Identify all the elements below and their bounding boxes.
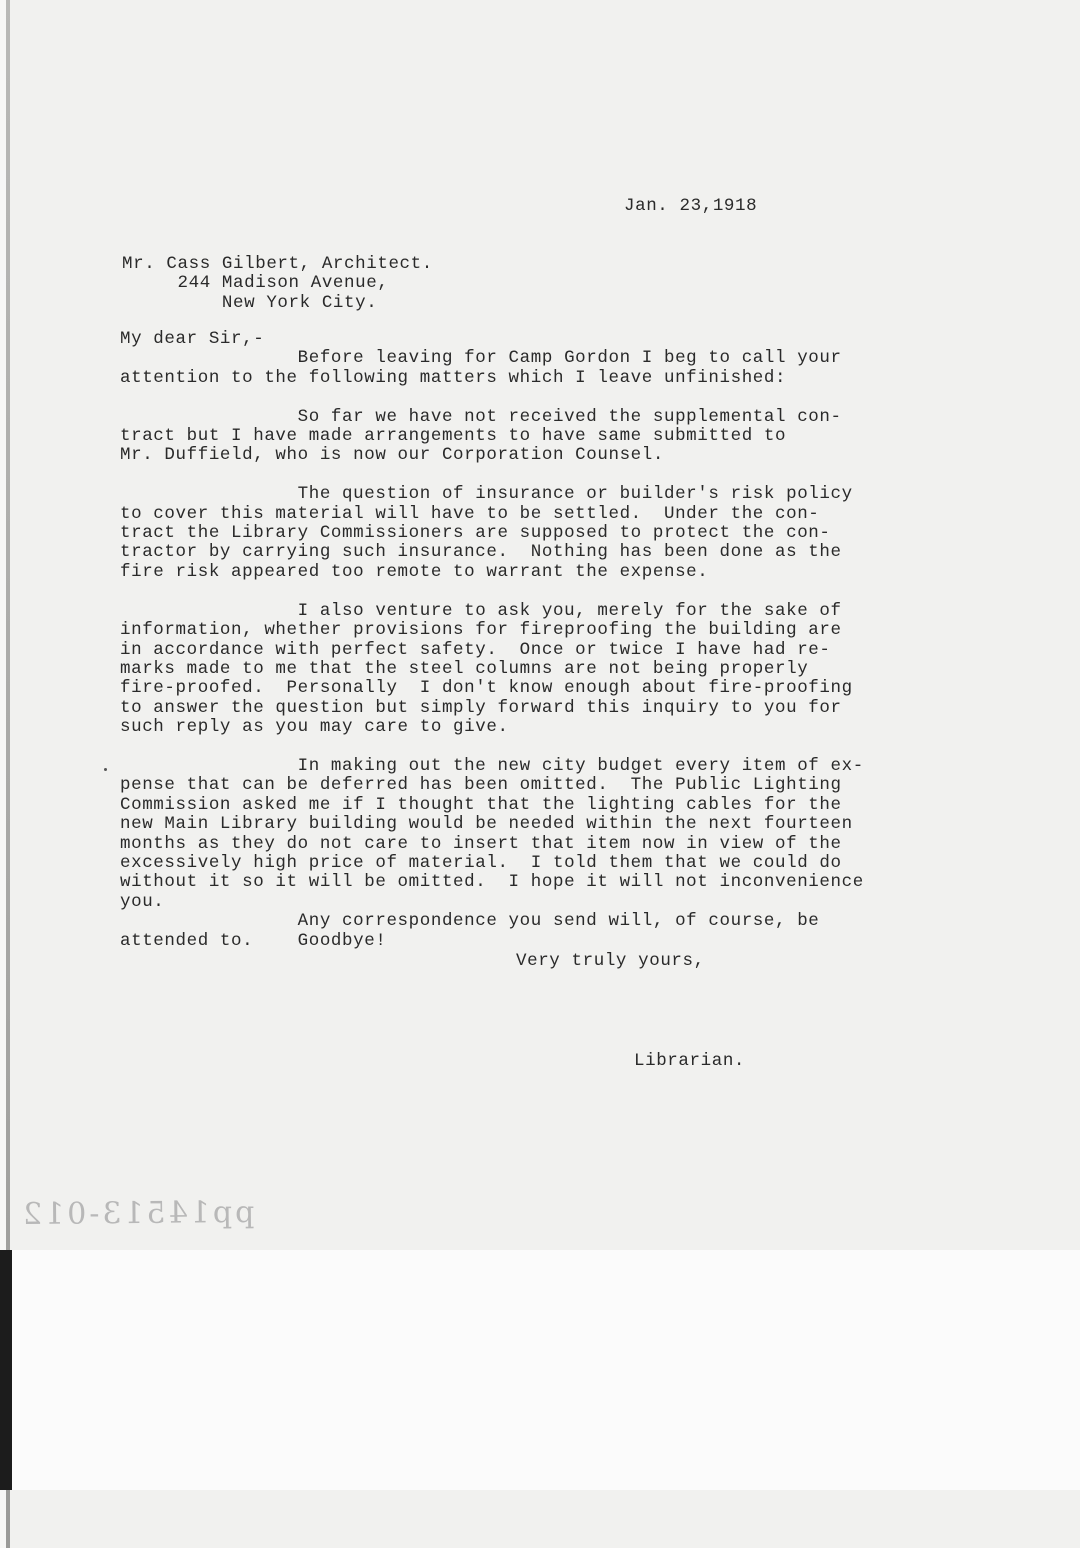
body-line: So far we have not received the supplemental con-	[120, 406, 842, 427]
scanner-dark-edge	[0, 1250, 12, 1490]
body-line: Before leaving for Camp Gordon I beg to call your	[120, 348, 842, 369]
body-line: months as they do not care to insert that item now in view of the	[120, 833, 842, 854]
body-line: tract but I have made arrangements to have same submitted to	[120, 426, 787, 447]
body-line: Any correspondence you send will, of course, be	[120, 911, 820, 932]
recipient-line: 244 Madison Avenue,	[122, 273, 389, 294]
letter-body	[120, 330, 864, 951]
signature-title: Librarian.	[634, 1051, 746, 1071]
body-line: to answer the question but simply forward this inquiry to you for	[120, 697, 842, 718]
letter-date: Jan. 23,1918	[624, 196, 758, 216]
body-line: marks made to me that the steel columns are not being properly	[120, 658, 809, 679]
body-line: information, whether provisions for fireproofing the building are	[120, 620, 842, 641]
body-line: excessively high price of material. I told them that we could do	[120, 852, 842, 873]
recipient-line: Mr. Cass Gilbert, Architect.	[122, 254, 433, 274]
body-line: Mr. Duffield, who is now our Corporation Counsel.	[120, 445, 664, 466]
recipient-address	[122, 255, 433, 313]
body-line: attention to the following matters which I leave unfinished:	[120, 367, 787, 388]
body-line: The question of insurance or builder's risk policy	[120, 484, 853, 505]
complimentary-close: Very truly yours,	[516, 951, 705, 971]
body-line: attended to. Goodbye!	[120, 930, 387, 951]
body-line: without it so it will be omitted. I hope it will not inconvenience	[120, 872, 864, 893]
body-line: My dear Sir,-	[120, 329, 265, 349]
body-line: in accordance with perfect safety. Once or twice I have had re-	[120, 639, 831, 660]
recipient-line: New York City.	[122, 292, 378, 313]
archive-mark: pp14513-012	[19, 1194, 255, 1233]
scanner-background	[12, 1250, 1080, 1490]
body-line: tract the Library Commissioners are supposed to protect the con-	[120, 523, 831, 544]
body-line: fire-proofed. Personally I don't know enough about fire-proofing	[120, 678, 853, 699]
stray-mark	[104, 768, 107, 771]
body-line: I also venture to ask you, merely for the sake of	[120, 600, 842, 621]
body-line: Commission asked me if I thought that the lighting cables for the	[120, 794, 842, 815]
body-line: you.	[120, 891, 165, 912]
body-line: fire risk appeared too remote to warrant the expense.	[120, 561, 709, 582]
body-line: new Main Library building would be needed within the next fourteen	[120, 814, 853, 835]
body-line: pense that can be deferred has been omitted. The Public Lighting	[120, 775, 842, 796]
body-line: to cover this material will have to be settled. Under the con-	[120, 503, 820, 524]
body-line: such reply as you may care to give.	[120, 717, 509, 738]
body-line: In making out the new city budget every item of ex-	[120, 755, 864, 776]
body-line: tractor by carrying such insurance. Nothing has been done as the	[120, 542, 842, 563]
